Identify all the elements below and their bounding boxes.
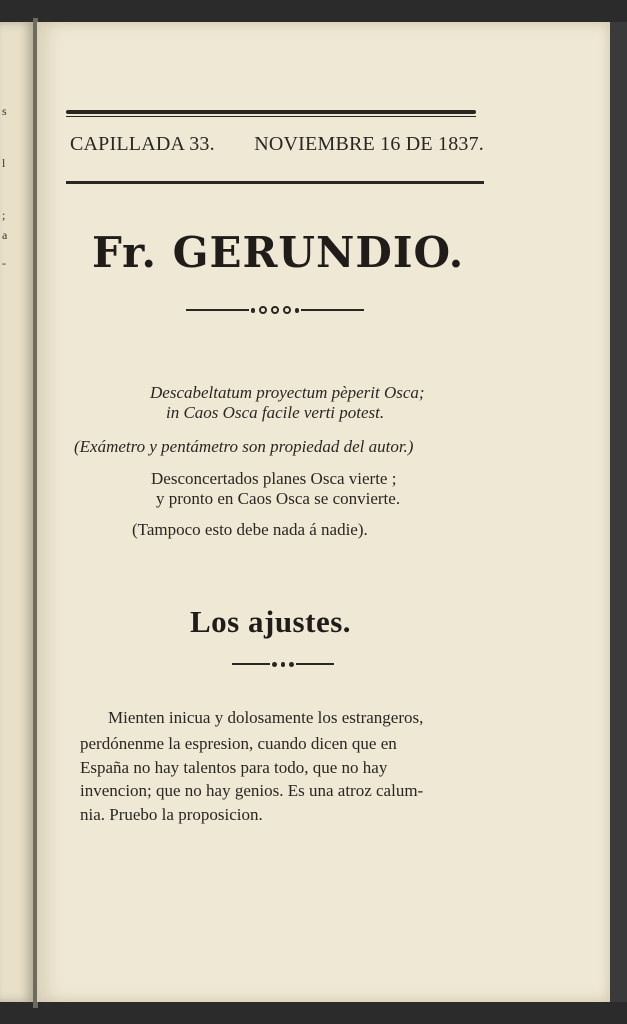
- issue-number: CAPILLADA 33.: [70, 133, 215, 155]
- margin-letter: s: [2, 104, 7, 118]
- section-title: Los ajustes.: [190, 604, 352, 639]
- margin-letter: l: [2, 156, 6, 170]
- body-line: España no hay talentos para todo, que no hay: [80, 758, 388, 777]
- header-rule-thick: [66, 110, 476, 114]
- margin-letter: a: [2, 228, 8, 242]
- epigraph-note-2: (Tampoco esto debe nada á nadie).: [132, 520, 368, 539]
- document-page: [37, 22, 610, 1002]
- header-rule-bottom: [66, 181, 484, 184]
- epigraph-latin-line-1: Descabeltatum proyectum pèperit Osca;: [150, 383, 425, 402]
- margin-letter: ;: [2, 208, 6, 222]
- body-line: perdónenme la espresion, cuando dicen que en: [80, 734, 397, 753]
- page-background-edge: [610, 22, 627, 1002]
- body-line: nia. Pruebo la proposicion.: [80, 805, 263, 824]
- epigraph-spanish-line-1: Desconcertados planes Osca vierte ;: [151, 469, 397, 488]
- issue-date: NOVIEMBRE 16 DE 1837.: [254, 133, 484, 155]
- epigraph-note-1: (Exámetro y pentámetro son propiedad del autor.): [74, 437, 414, 456]
- body-line: Mienten inicua y dolosamente los estrangeros,: [108, 708, 424, 727]
- margin-letter: -: [2, 256, 6, 270]
- masthead-title: Fr. GERUNDIO.: [92, 228, 465, 277]
- epigraph-spanish-line-2: y pronto en Caos Osca se convierte.: [156, 489, 401, 508]
- header-rule-thin: [66, 116, 476, 117]
- epigraph-latin-line-2: in Caos Osca facile verti potest.: [166, 403, 385, 422]
- ornament-divider: [186, 304, 364, 316]
- issue-header: [70, 133, 484, 156]
- body-line: invencion; que no hay genios. Es una atroz calum-: [80, 781, 424, 800]
- left-page-edge: [0, 22, 34, 1002]
- ornament-divider-small: [232, 659, 334, 669]
